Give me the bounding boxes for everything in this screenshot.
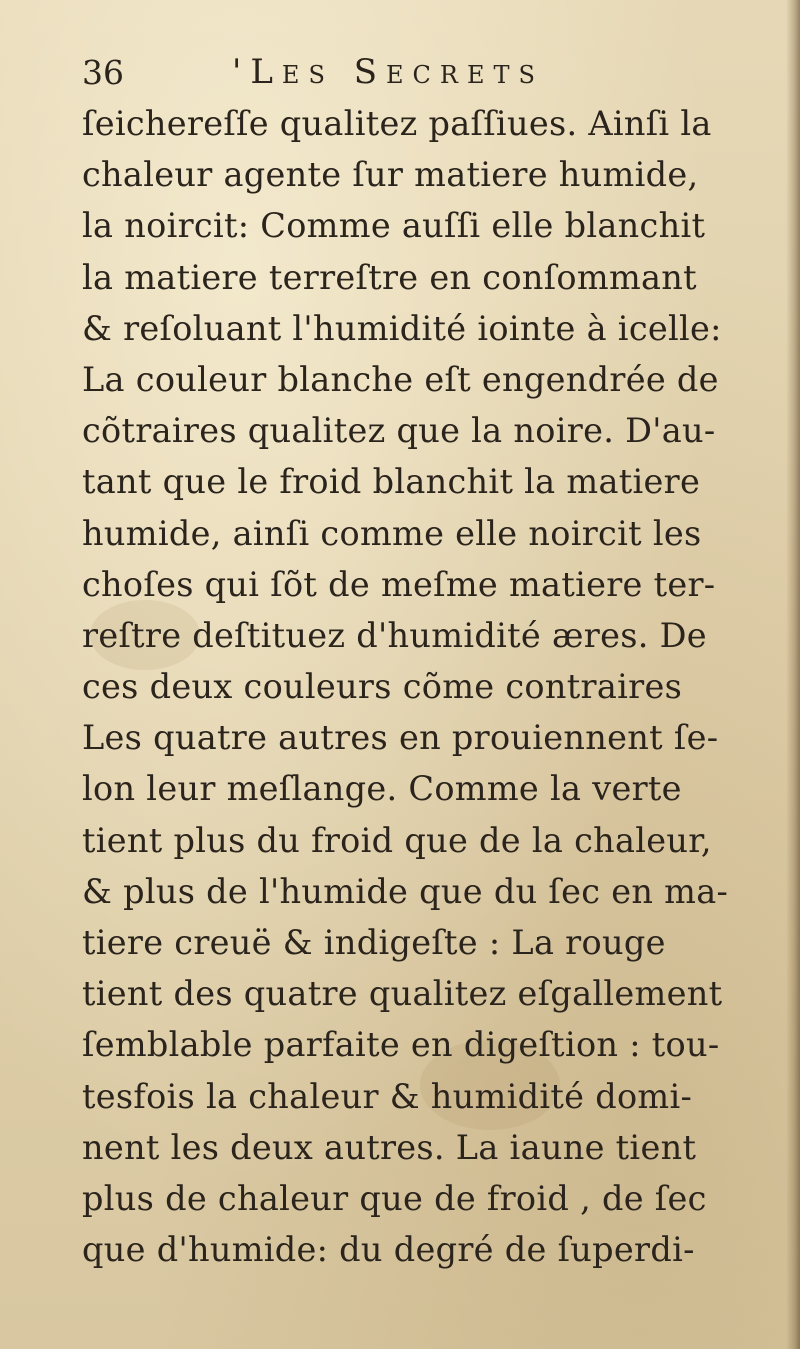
page-number: 36 xyxy=(82,53,124,92)
text-line: ſeichereſſe qualitez paſſiues. Ainſi la xyxy=(82,104,712,143)
body-text xyxy=(82,98,772,1275)
text-line: choſes qui ſõt de meſme matiere ter- xyxy=(82,564,716,604)
text-line: cõtraires qualitez que la noire. D'au- xyxy=(82,411,716,451)
text-line: la matiere terreſtre en conſommant xyxy=(82,257,697,297)
text-line: tient des quatre qualitez eſgallement xyxy=(82,974,723,1014)
text-line: plus de chaleur que de froid , de ſec xyxy=(82,1178,707,1218)
text-line: lon leur meſlange. Comme la verte xyxy=(82,769,682,809)
text-line: que d'humide: du degré de ſuperdi- xyxy=(82,1230,695,1270)
text-line: la noircit: Comme auſſi elle blanchit xyxy=(82,206,706,246)
text-line: reſtre deſtituez d'humidité æres. De xyxy=(82,615,707,655)
running-head xyxy=(82,36,682,92)
running-title: 'Les Secrets xyxy=(232,52,544,92)
text-line: & plus de l'humide que du ſec en ma- xyxy=(82,871,729,911)
text-line: ces deux couleurs cõme contraires xyxy=(82,667,683,707)
text-line: ſemblable parfaite en digeſtion : tou- xyxy=(82,1025,720,1065)
text-line: humide, ainſi comme elle noircit les xyxy=(82,513,702,553)
text-line: Les quatre autres en prouiennent ſe- xyxy=(82,718,719,758)
text-line: tient plus du froid que de la chaleur, xyxy=(82,820,712,860)
text-line: tiere creuë & indigeſte : La rouge xyxy=(82,923,666,962)
text-line: La couleur blanche eſt engendrée de xyxy=(82,359,719,399)
text-line: & reſoluant l'humidité iointe à icelle: xyxy=(82,308,722,348)
text-line: tant que le froid blanchit la matiere xyxy=(82,462,701,502)
page-gutter-edge xyxy=(786,0,800,1349)
text-line: tesfois la chaleur & humidité domi- xyxy=(82,1076,693,1116)
text-line: nent les deux autres. La iaune tient xyxy=(82,1127,697,1167)
text-line: chaleur agente ſur matiere humide, xyxy=(82,155,699,195)
